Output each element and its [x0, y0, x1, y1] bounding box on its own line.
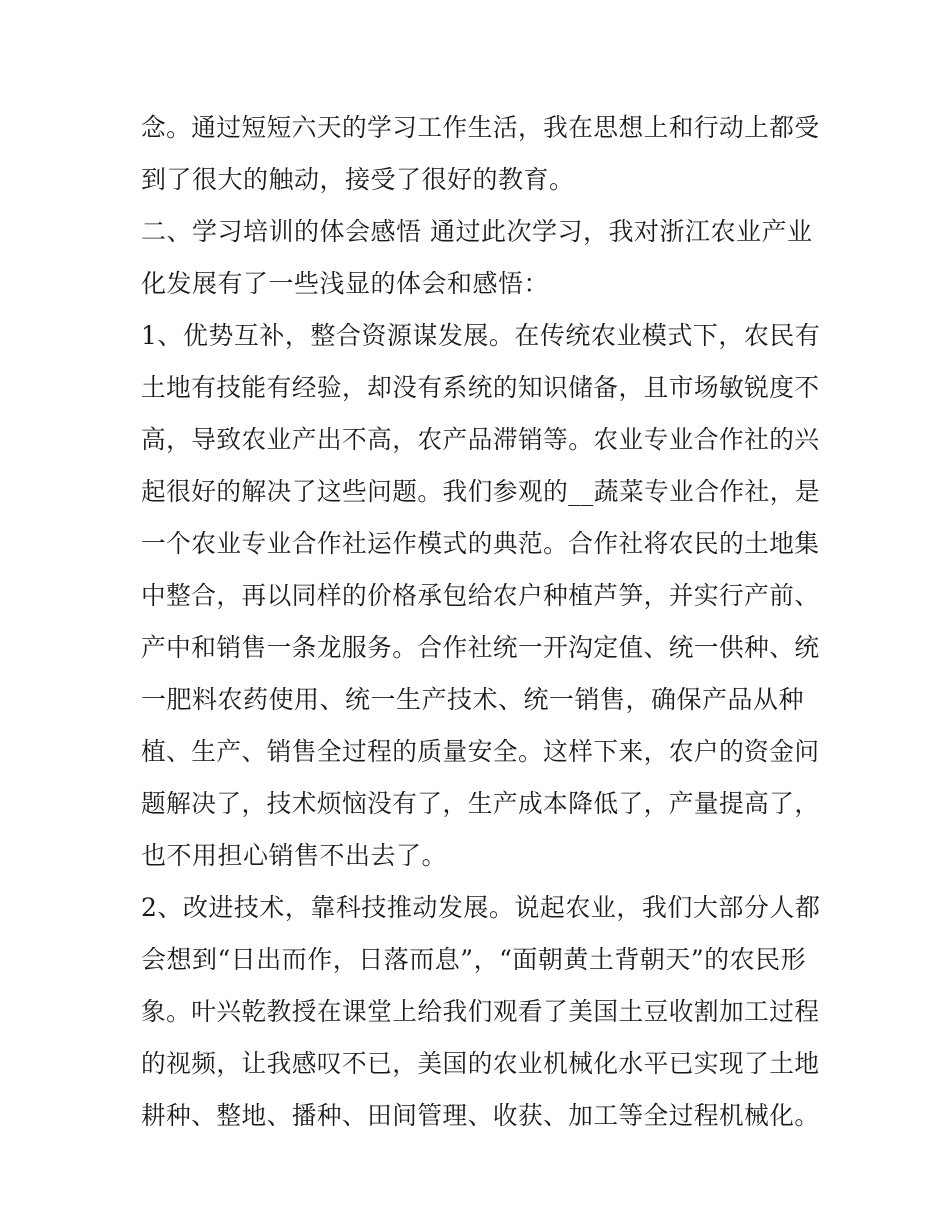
paragraph-line: 1、优势互补，整合资源谋发展。在传统农业模式下，农民有	[141, 321, 821, 350]
paragraph-line: 题解决了，技术烦恼没有了，生产成本降低了，产量提高了，	[141, 789, 820, 818]
paragraph-line: 到了很大的触动，接受了很好的教育。	[141, 165, 575, 194]
paragraph-line: 2、改进技术，靠科技推动发展。说起农业，我们大部分人都	[141, 893, 821, 922]
paragraph-line: 土地有技能有经验，却没有系统的知识储备，且市场敏锐度不	[141, 373, 820, 402]
paragraph-line: 产中和销售一条龙服务。合作社统一开沟定值、统一供种、统	[141, 633, 820, 662]
paragraph-line: 象。叶兴乾教授在课堂上给我们观看了美国土豆收割加工过程	[141, 997, 820, 1026]
paragraph-line: 念。通过短短六天的学习工作生活，我在思想上和行动上都受	[141, 113, 820, 142]
paragraph-line: 一个农业专业合作社运作模式的典范。合作社将农民的土地集	[141, 529, 820, 558]
paragraph-line: 植、生产、销售全过程的质量安全。这样下来，农户的资金问	[141, 737, 820, 766]
section-heading-line: 二、学习培训的体会感悟 通过此次学习，我对浙江农业产业	[141, 217, 813, 246]
paragraph-line: 会想到“日出而作，日落而息”，“面朝黄土背朝天”的农民形	[141, 945, 807, 974]
paragraph-line: 耕种、整地、播种、田间管理、收获、加工等全过程机械化。	[141, 1101, 820, 1130]
paragraph-line: 也不用担心销售不出去了。	[141, 841, 448, 870]
paragraph-line: 中整合，再以同样的价格承包给农户种植芦笋，并实行产前、	[141, 581, 820, 610]
paragraph-line: 的视频，让我感叹不已，美国的农业机械化水平已实现了土地	[141, 1049, 820, 1078]
paragraph-line: 起很好的解决了这些问题。我们参观的__蔬菜专业合作社，是	[141, 477, 821, 506]
paragraph-line: 一肥料农药使用、统一生产技术、统一销售，确保产品从种	[141, 685, 805, 714]
paragraph-line: 化发展有了一些浅显的体会和感悟：	[141, 269, 550, 298]
paragraph-line: 高，导致农业产出不高，农产品滞销等。农业专业合作社的兴	[141, 425, 820, 454]
